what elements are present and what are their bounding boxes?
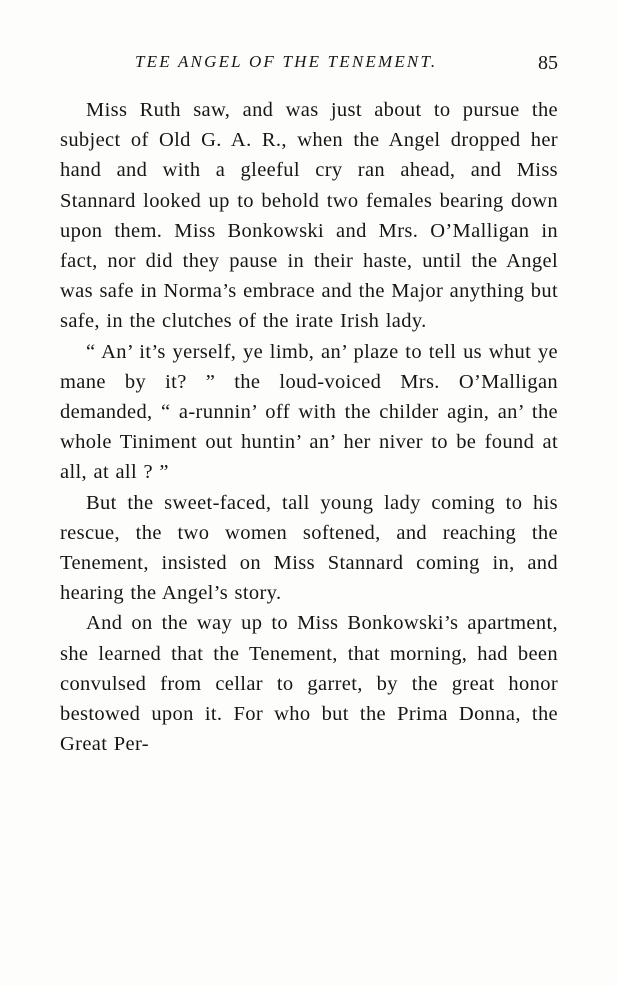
running-title: TEE ANGEL OF THE TENEMENT. <box>135 52 438 71</box>
paragraph-4: And on the way up to Miss Bonkowski’s apartment, she learned that the Tenement, that morning, had been convulsed from cellar to garret, by the great honor bestowed upon it. For who but the Prima Donna, the Great Per- <box>60 612 558 756</box>
paragraph-2: “ An’ it’s yerself, ye limb, an’ plaze to tell us whut ye mane by it? ” the loud-voiced Mrs. O’Malligan demanded, “ a-runnin’ off with the childer agin, an’ the whole Tiniment out huntin’ an’ her niver to be found at all, at all ? ” <box>60 340 558 484</box>
page-number: 85 <box>538 52 558 74</box>
running-header <box>60 50 560 74</box>
paragraph-1: Miss Ruth saw, and was just about to pursue the subject of Old G. A. R., when the Angel dropped her hand and with a gleeful cry ran ahead, and Miss Stannard looked up to behold two females bearing down upon them. Miss Bonkowski and Mrs. O’Malligan in fact, nor did they pause in their haste, until the Angel was safe in Norma’s embrace and the Major anything but safe, in the clutches of the irate Irish lady. <box>60 99 558 333</box>
body-text <box>60 95 558 759</box>
paragraph-3: But the sweet-faced, tall young lady coming to his rescue, the two women softened, and reaching the Tenement, insisted on Miss Stannard coming in, and hearing the Angel’s story. <box>60 491 558 605</box>
